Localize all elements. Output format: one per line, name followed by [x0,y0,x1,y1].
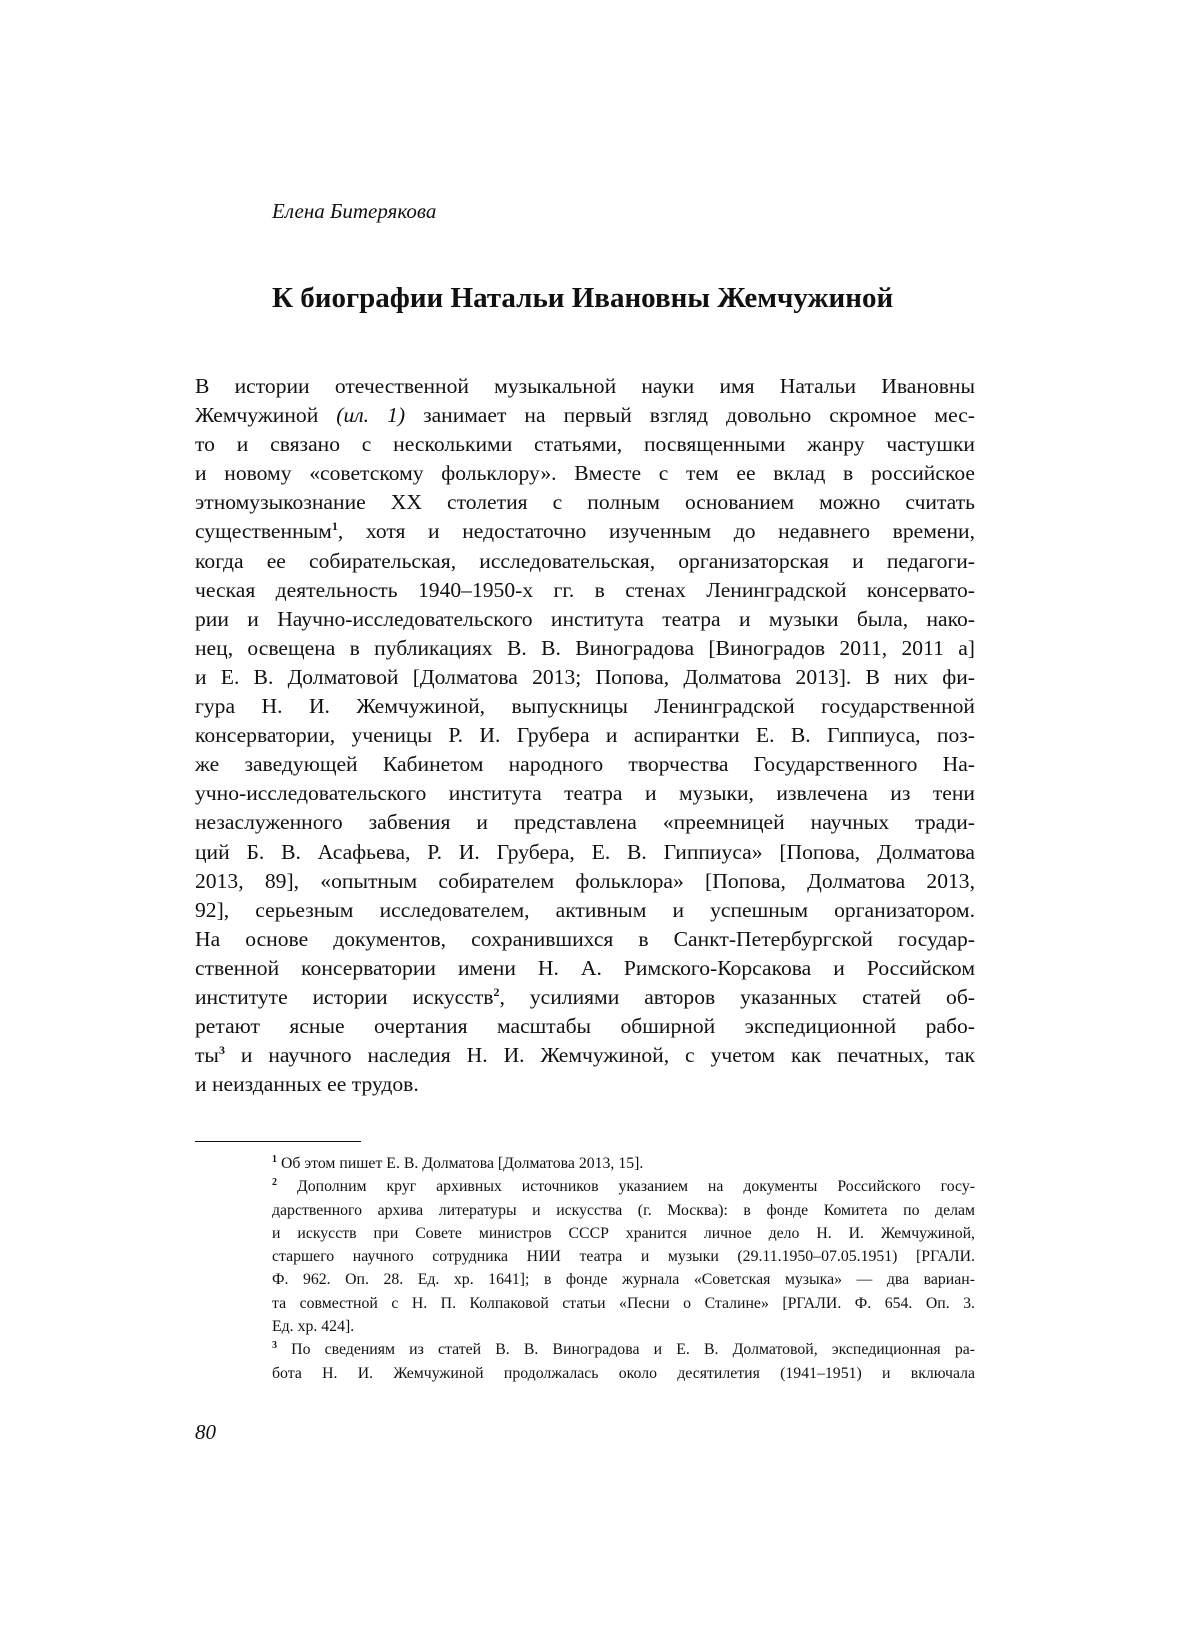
body-line: ретают ясные очертания масштабы обширной экспедиционной рабо- [195,1012,975,1041]
body-line [195,517,975,546]
body-line: же заведующей Кабинетом народного творчества Государственного На- [195,750,975,779]
footnote-line: Ед. хр. 424]. [272,1315,975,1338]
body-line: рии и Научно-исследовательского института театра и музыки была, нако- [195,605,975,634]
footnote-number: 3 [272,1340,277,1351]
body-line: учно-исследовательского института театра и музыки, извлечена из тени [195,779,975,808]
footnote-line: Ф. 962. Оп. 28. Ед. хр. 1641]; в фонде журнала «Советская музыка» — два вариан- [272,1268,975,1291]
body-line: и Е. В. Долматовой [Долматова 2013; Попова, Долматова 2013]. В них фи- [195,663,975,692]
article-title: К биографии Натальи Ивановны Жемчужиной [272,278,893,318]
body-text-run: , хотя и недостаточно изученным до недавнего времени, [338,519,975,543]
body-line [195,401,975,430]
book-page [0,0,1200,1627]
footnote-number: 1 [272,1154,277,1165]
footnote-line: и искусств при Совете министров СССР хранится личное дело Н. И. Жемчужиной, [272,1222,975,1245]
footnotes [272,1152,975,1385]
body-line: незаслуженного забвения и представлена «преемницей научных тради- [195,808,975,837]
footnote-marker-3: 3 [219,1043,225,1057]
body-line: гура Н. И. Жемчужиной, выпускницы Ленинградской государственной [195,692,975,721]
body-line: когда ее собирательская, исследовательская, организаторская и педагоги- [195,547,975,576]
body-text-run: существенным [195,519,332,543]
body-line: ческая деятельность 1940–1950-х гг. в стенах Ленинградской консервато- [195,576,975,605]
footnote-line: бота Н. И. Жемчужиной продолжалась около десятилетия (1941–1951) и включала [272,1362,975,1385]
body-line: нец, освещена в публикациях В. В. Виноградова [Виноградов 2011, 2011 а] [195,634,975,663]
footnote-line: дарственного архива литературы и искусства (г. Москва): в фонде Комитета по делам [272,1199,975,1222]
footnote-text: Дополним круг архивных источников указанием на документы Российского госу- [277,1178,975,1195]
body-text-run: и научного наследия Н. И. Жемчужиной, с учетом как печатных, так [225,1043,975,1067]
footnote-line: старшего научного сотрудника НИИ театра и музыки (29.11.1950–07.05.1951) [РГАЛИ. [272,1245,975,1268]
footnote-separator [195,1141,361,1142]
body-line [195,1041,975,1070]
page-number: 80 [195,1418,216,1446]
body-line: то и связано с несколькими статьями, посвященными жанру частушки [195,430,975,459]
body-text-run: ты [195,1043,219,1067]
body-line: В истории отечественной музыкальной науки имя Натальи Ивановны [195,372,975,401]
article-author: Елена Битерякова [272,196,436,226]
body-line: На основе документов, сохранившихся в Санкт-Петербургской государ- [195,925,975,954]
footnote-marker-2: 2 [494,985,500,999]
body-line: и неизданных ее трудов. [195,1070,975,1099]
footnote-number: 2 [272,1177,277,1188]
body-line: и новому «советскому фольклору». Вместе с тем ее вклад в российское [195,459,975,488]
footnote-line: та совместной с Н. П. Колпаковой статьи «Песни о Сталине» [РГАЛИ. Ф. 654. Оп. 3. [272,1292,975,1315]
body-text-run: Жемчужиной [195,403,336,427]
body-line: ций Б. В. Асафьева, Р. И. Грубера, Е. В. Гиппиуса» [Попова, Долматова [195,838,975,867]
article-body [195,372,975,1099]
body-line [195,983,975,1012]
body-line: консерватории, ученицы Р. И. Грубера и аспирантки Е. В. Гиппиуса, поз- [195,721,975,750]
footnote-text: Об этом пишет Е. В. Долматова [Долматова 2013, 15]. [277,1155,643,1172]
footnote-marker-1: 1 [332,519,338,533]
illustration-reference: (ил. 1) [336,403,405,427]
footnote-1 [272,1152,975,1175]
body-line: ственной консерватории имени Н. А. Римского-Корсакова и Российском [195,954,975,983]
body-text-run: институте истории искусств [195,985,494,1009]
footnote-3 [272,1338,975,1361]
body-line: 92], серьезным исследователем, активным и успешным организатором. [195,896,975,925]
body-line: 2013, 89], «опытным собирателем фольклора» [Попова, Долматова 2013, [195,867,975,896]
body-text-run: , усилиями авторов указанных статей об- [500,985,976,1009]
body-text-run: занимает на первый взгляд довольно скромное мес- [405,403,975,427]
body-line: этномузыкознание XX столетия с полным основанием можно считать [195,488,975,517]
footnote-text: По сведениям из статей В. В. Виноградова и Е. В. Долматовой, экспедиционная ра- [277,1341,975,1358]
footnote-2 [272,1175,975,1198]
